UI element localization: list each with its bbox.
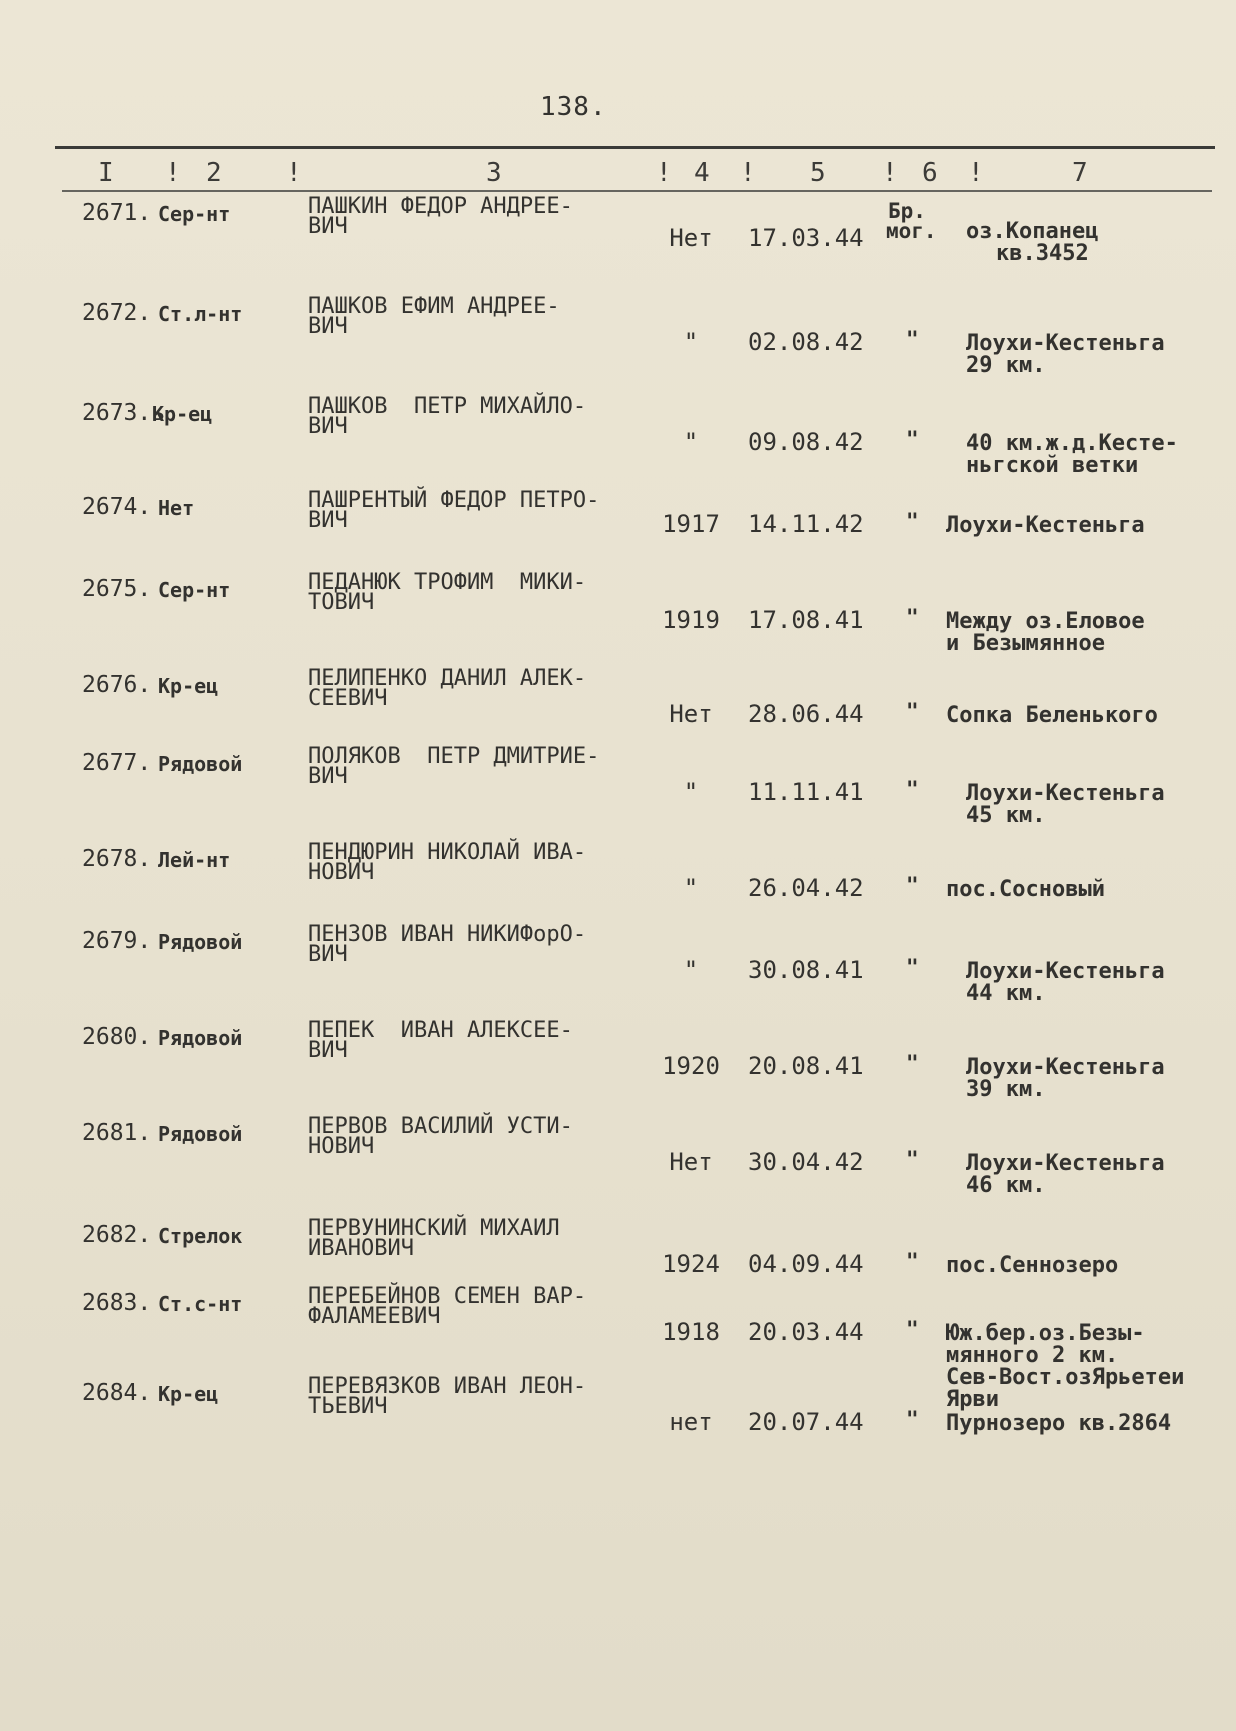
- record-name-line1: ПАШКИН ФЕДОР АНДРЕЕ-: [308, 194, 573, 219]
- record-birth-year: 1919: [662, 606, 720, 634]
- record-place-line2: мянного 2 км.: [946, 1343, 1119, 1368]
- record-rank: Рядовой: [158, 752, 243, 776]
- record-death-date: 20.08.41: [748, 1052, 864, 1080]
- record-rank: Стрелок: [158, 1224, 243, 1248]
- record-place-line3: Сев-Вост.озЯрьетеи: [946, 1365, 1185, 1390]
- record-name-line2: ВИЧ: [308, 764, 348, 789]
- header-separator: !: [882, 158, 898, 188]
- header-col-2: 2: [206, 158, 222, 188]
- record-name-line1: ПЕРЕБЕЙНОВ СЕМЕН ВАР-: [308, 1284, 587, 1309]
- record-birth-year: ": [683, 328, 699, 356]
- header-separator: !: [286, 158, 302, 188]
- record-name-line1: ПЕЛИПЕНКО ДАНИЛ АЛЕК-: [308, 666, 587, 691]
- record-birth-year: Нет: [669, 224, 713, 252]
- record-number: 2683.: [82, 1290, 152, 1316]
- record-place-line2: 45 км.: [966, 803, 1046, 828]
- header-col-5: 5: [810, 158, 826, 188]
- record-number: 2673.ь: [82, 400, 166, 426]
- record-burial-type-line1: ": [906, 605, 919, 629]
- record-rank: Кр-ец: [158, 1382, 219, 1406]
- record-place-line1: Лоухи-Кестеньга: [966, 331, 1165, 356]
- record-rank: Лей-нт: [158, 848, 231, 872]
- record-rank: Сер-нт: [158, 202, 231, 226]
- record-rank: Рядовой: [158, 1026, 243, 1050]
- record-birth-year: 1918: [662, 1318, 720, 1346]
- record-place-line1: Лоухи-Кестеньга: [966, 1055, 1165, 1080]
- record-rank: Ст.с-нт: [158, 1292, 243, 1316]
- record-name-line1: ПЕНДЮРИН НИКОЛАЙ ИВА-: [308, 840, 587, 865]
- record-name-line1: ПЕДАНЮК ТРОФИМ МИКИ-: [308, 570, 587, 595]
- header-col-4: 4: [694, 158, 710, 188]
- record-place-line2: и Безымянное: [946, 631, 1105, 656]
- header-separator: !: [165, 158, 181, 188]
- record-name-line1: ПЕНЗОВ ИВАН НИКИФорО-: [308, 922, 587, 947]
- record-number: 2680.: [82, 1024, 152, 1050]
- record-place-line1: пос.Сеннозеро: [946, 1253, 1119, 1278]
- record-burial-type-line1: Бр.: [888, 199, 926, 223]
- record-birth-year: 1917: [662, 510, 720, 538]
- record-death-date: 17.08.41: [748, 606, 864, 634]
- record-burial-type-line1: ": [906, 955, 919, 979]
- record-rank: Нет: [158, 496, 195, 520]
- record-birth-year: нет: [669, 1408, 713, 1436]
- record-place-line1: Лоухи-Кестеньга: [966, 959, 1165, 984]
- record-place-line1: 40 км.ж.д.Кесте-: [966, 431, 1178, 456]
- record-name-line2: НОВИЧ: [308, 1134, 375, 1159]
- record-place-line1: пос.Сосновый: [946, 877, 1105, 902]
- record-burial-type-line1: ": [906, 327, 919, 351]
- record-name-line2: ВИЧ: [308, 414, 348, 439]
- record-number: 2675.: [82, 576, 152, 602]
- record-burial-type-line1: ": [906, 509, 919, 533]
- record-place-line2: кв.3452: [996, 241, 1089, 266]
- record-name-line1: ПЕРЕВЯЗКОВ ИВАН ЛЕОН-: [308, 1374, 587, 1399]
- record-name-line2: СЕЕВИЧ: [308, 686, 388, 711]
- record-number: 2682.: [82, 1222, 152, 1248]
- record-name-line1: ПЕРВУНИНСКИЙ МИХАИЛ: [308, 1216, 560, 1241]
- record-name-line2: НОВИЧ: [308, 860, 375, 885]
- record-place-line2: ньгской ветки: [966, 453, 1139, 478]
- record-rank: Рядовой: [158, 1122, 243, 1146]
- record-death-date: 17.03.44: [748, 224, 864, 252]
- record-number: 2676.: [82, 672, 152, 698]
- record-death-date: 09.08.42: [748, 428, 864, 456]
- record-name-line1: ПЕРВОВ ВАСИЛИЙ УСТИ-: [308, 1114, 573, 1139]
- record-birth-year: ": [683, 778, 699, 806]
- record-name-line2: ВИЧ: [308, 1038, 348, 1063]
- record-burial-type-line2: мог.: [886, 219, 937, 243]
- record-burial-type-line1: ": [906, 427, 919, 451]
- header-col-1: I: [98, 158, 114, 188]
- header-separator: !: [740, 158, 756, 188]
- record-place-line1: Лоухи-Кестеньга: [946, 513, 1145, 538]
- page-number: 138.: [540, 92, 607, 122]
- header-separator: !: [656, 158, 672, 188]
- record-name-line1: ПАШРЕНТЫЙ ФЕДОР ПЕТРО-: [308, 488, 600, 513]
- record-number: 2672.: [82, 300, 152, 326]
- record-death-date: 20.03.44: [748, 1318, 864, 1346]
- record-death-date: 26.04.42: [748, 874, 864, 902]
- record-name-line2: ТОВИЧ: [308, 590, 375, 615]
- header-top-rule: [55, 146, 1215, 149]
- record-name-line2: ВИЧ: [308, 508, 348, 533]
- record-death-date: 28.06.44: [748, 700, 864, 728]
- record-place-line1: Лоухи-Кестеньга: [966, 1151, 1165, 1176]
- record-burial-type-line1: ": [906, 1051, 919, 1075]
- record-name-line1: ПАШКОВ ЕФИМ АНДРЕЕ-: [308, 294, 560, 319]
- header-col-3: 3: [486, 158, 502, 188]
- record-name-line2: ИВАНОВИЧ: [308, 1236, 414, 1261]
- record-death-date: 11.11.41: [748, 778, 864, 806]
- record-name-line2: ВИЧ: [308, 314, 348, 339]
- record-death-date: 14.11.42: [748, 510, 864, 538]
- record-number: 2678.: [82, 846, 152, 872]
- record-birth-year: ": [683, 874, 699, 902]
- record-birth-year: Нет: [669, 1148, 713, 1176]
- record-name-line1: ПОЛЯКОВ ПЕТР ДМИТРИЕ-: [308, 744, 600, 769]
- record-burial-type-line1: ": [906, 699, 919, 723]
- record-burial-type-line1: ": [906, 1249, 919, 1273]
- record-number: 2684.: [82, 1380, 152, 1406]
- record-number: 2671.: [82, 200, 152, 226]
- header-separator: !: [968, 158, 984, 188]
- record-burial-type-line1: ": [906, 873, 919, 897]
- record-name-line2: ФАЛАМЕЕВИЧ: [308, 1304, 441, 1329]
- record-death-date: 04.09.44: [748, 1250, 864, 1278]
- record-number: 2677.: [82, 750, 152, 776]
- record-name-line2: ВИЧ: [308, 214, 348, 239]
- record-rank: Кр-ец: [152, 402, 213, 426]
- record-rank: Кр-ец: [158, 674, 219, 698]
- record-name-line2: ВИЧ: [308, 942, 348, 967]
- record-name-line2: ТЬЕВИЧ: [308, 1394, 388, 1419]
- record-birth-year: ": [683, 428, 699, 456]
- record-place-line2: 44 км.: [966, 981, 1046, 1006]
- record-death-date: 02.08.42: [748, 328, 864, 356]
- record-burial-type-line1: ": [906, 1317, 919, 1341]
- record-place-line1: Лоухи-Кестеньга: [966, 781, 1165, 806]
- record-rank: Рядовой: [158, 930, 243, 954]
- record-place-line2: 39 км.: [966, 1077, 1046, 1102]
- record-death-date: 20.07.44: [748, 1408, 864, 1436]
- header-col-7: 7: [1072, 158, 1088, 188]
- record-number: 2679.: [82, 928, 152, 954]
- record-place-line1: Между оз.Еловое: [946, 609, 1145, 634]
- record-place-line4: Ярви: [946, 1387, 999, 1412]
- record-name-line1: ПЕПЕК ИВАН АЛЕКСЕЕ-: [308, 1018, 573, 1043]
- record-place-line1: Сопка Беленького: [946, 703, 1158, 728]
- header-col-6: 6: [922, 158, 938, 188]
- record-death-date: 30.04.42: [748, 1148, 864, 1176]
- record-place-line1: Юж.бер.оз.Безы-: [946, 1321, 1145, 1346]
- record-burial-type-line1: ": [906, 1147, 919, 1171]
- record-number: 2681.: [82, 1120, 152, 1146]
- record-birth-year: Нет: [669, 700, 713, 728]
- record-place-line2: 46 км.: [966, 1173, 1046, 1198]
- record-death-date: 30.08.41: [748, 956, 864, 984]
- record-rank: Сер-нт: [158, 578, 231, 602]
- record-burial-type-line1: ": [906, 777, 919, 801]
- record-number: 2674.: [82, 494, 152, 520]
- record-burial-type-line1: ": [906, 1407, 919, 1431]
- record-birth-year: 1920: [662, 1052, 720, 1080]
- record-birth-year: ": [683, 956, 699, 984]
- record-place-line1: оз.Копанец: [966, 219, 1099, 244]
- record-place-line1: Пурнозеро кв.2864: [946, 1411, 1172, 1436]
- header-bottom-rule: [62, 190, 1212, 192]
- record-name-line1: ПАШКОВ ПЕТР МИХАЙЛО-: [308, 394, 587, 419]
- record-rank: Ст.л-нт: [158, 302, 243, 326]
- record-place-line2: 29 км.: [966, 353, 1046, 378]
- record-birth-year: 1924: [662, 1250, 720, 1278]
